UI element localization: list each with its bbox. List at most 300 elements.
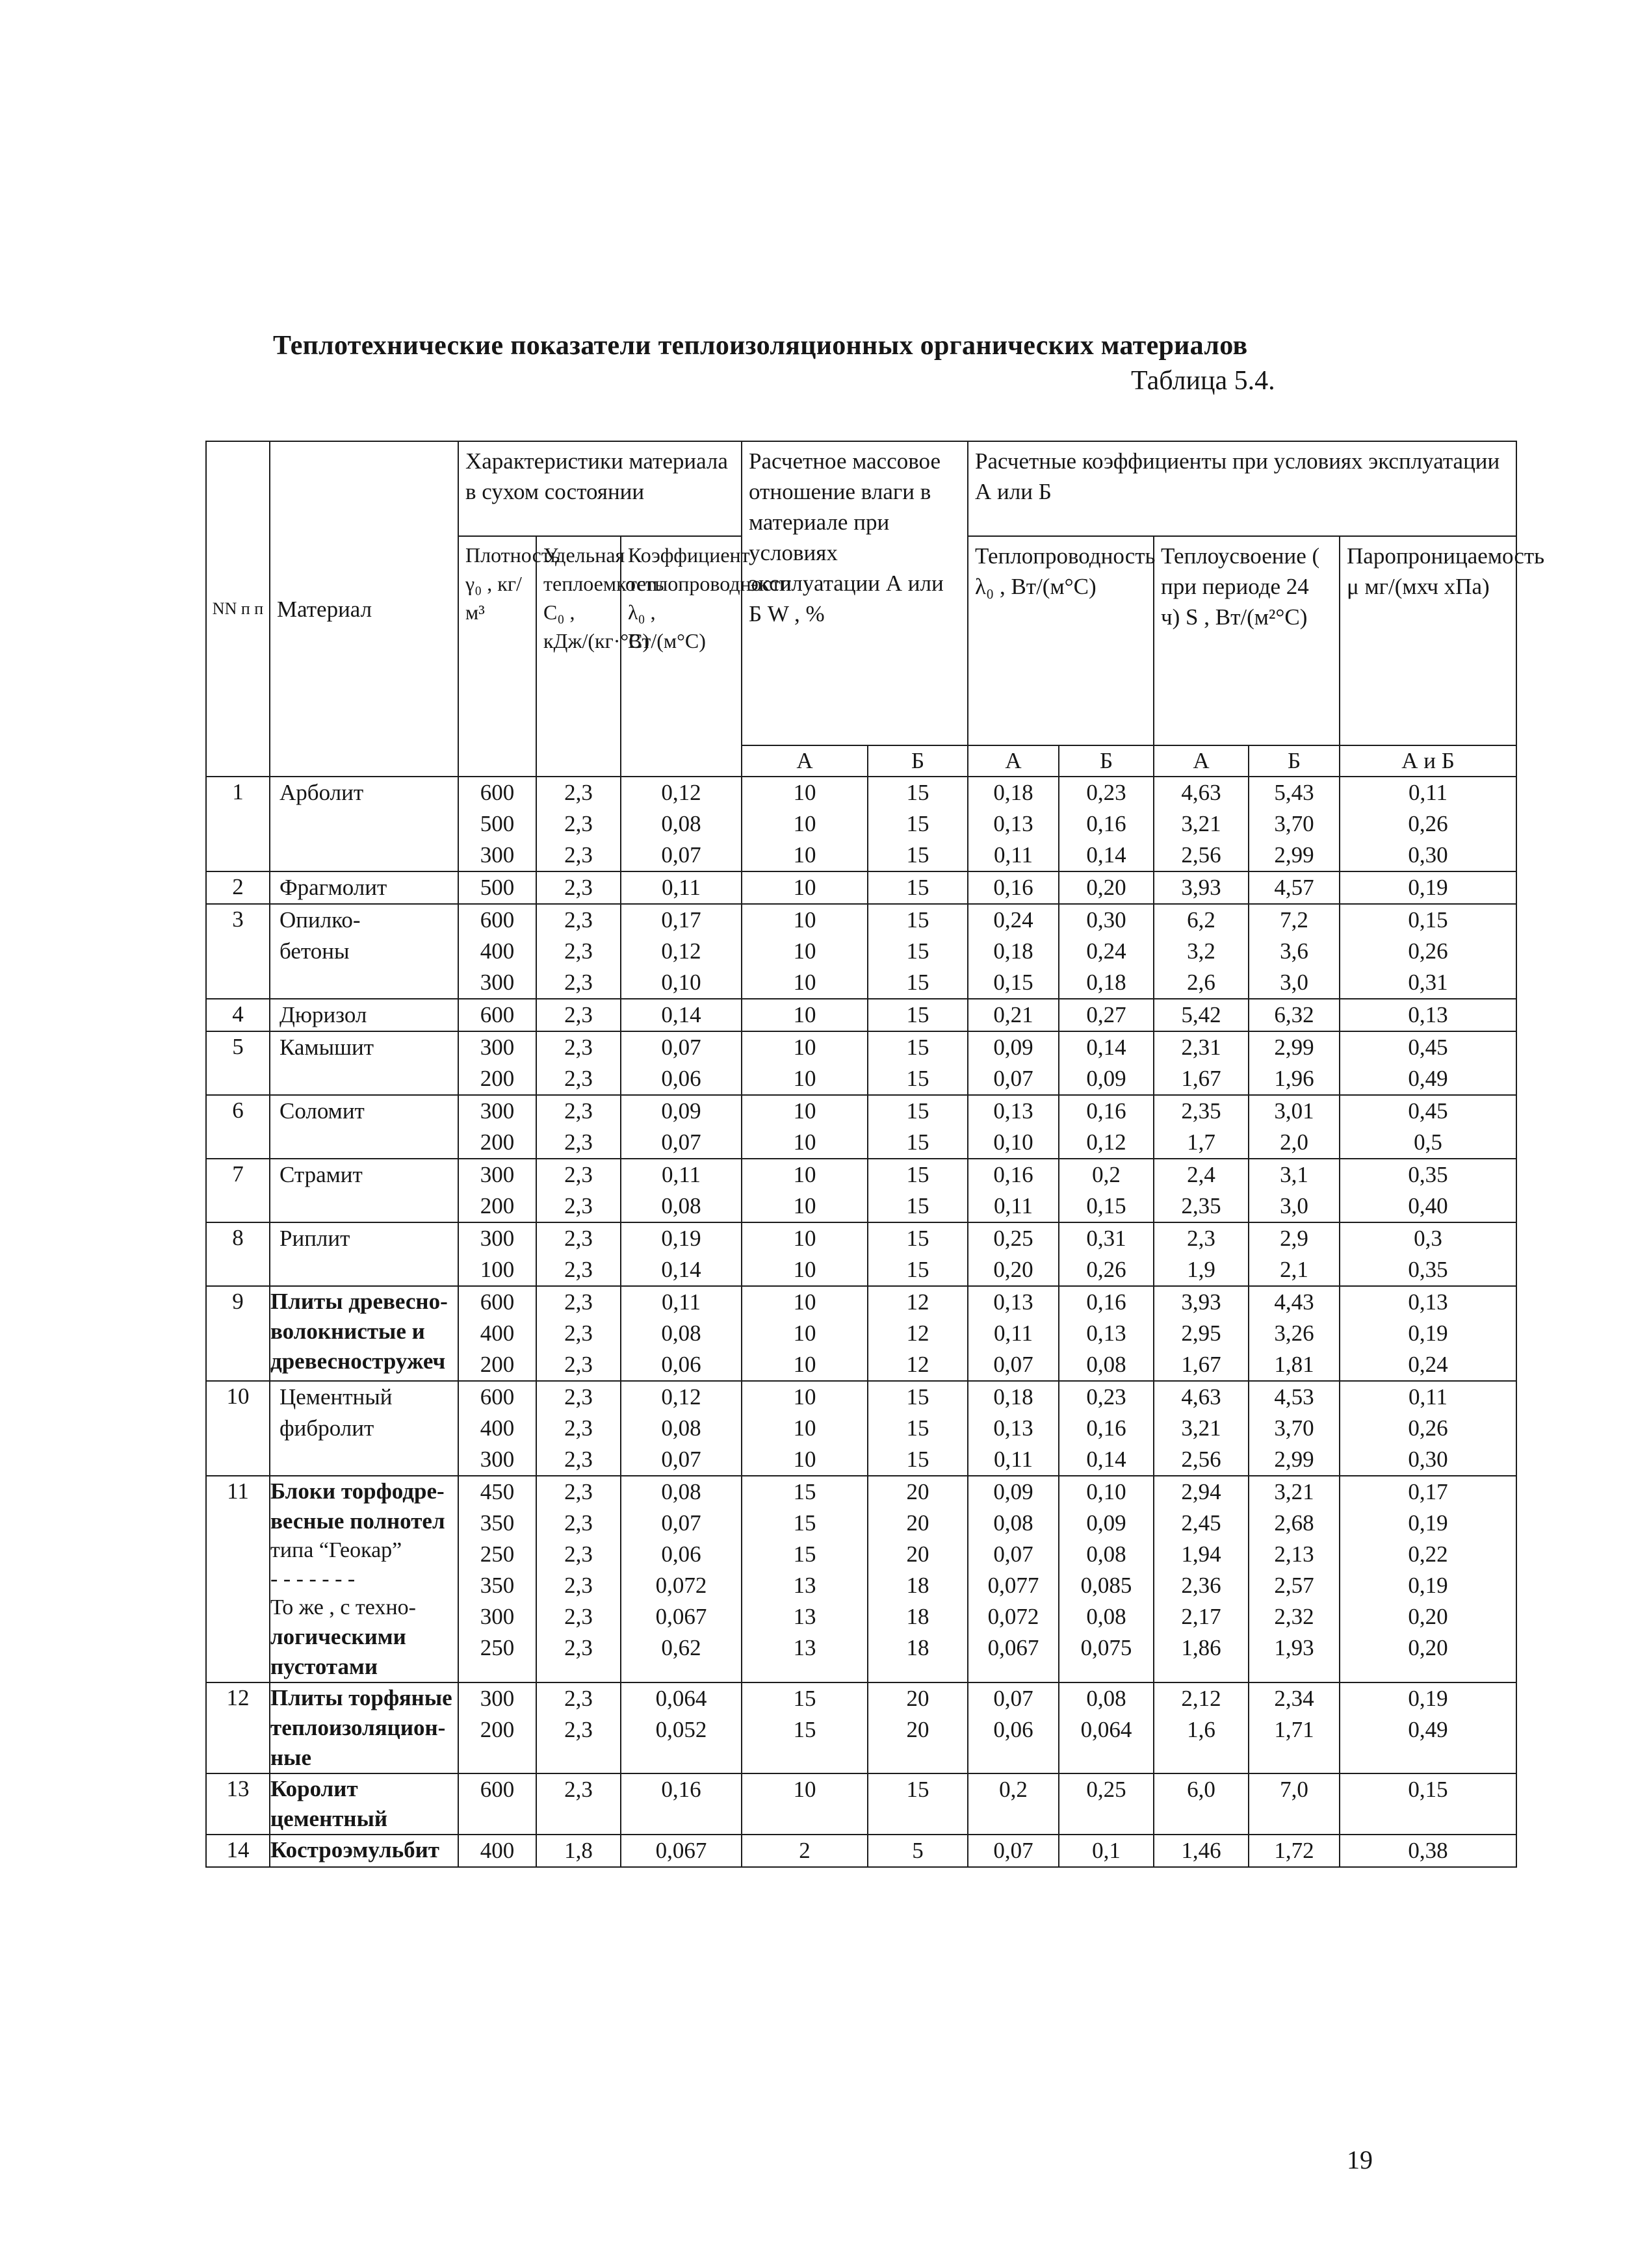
value-line: 2,3 [564,1510,593,1536]
value-line: 13 [793,1604,816,1629]
value-line: 7,2 [1280,907,1308,933]
header-vapor-permeability: Паропроницаемость μ мг/(мхч хПа) [1340,536,1516,745]
value-line: 300 [480,1035,515,1060]
value-line: 0,11 [662,875,701,900]
header-no: NN п п [206,441,270,777]
lambda-a-cell [968,1835,1059,1867]
value-line: 2,99 [1274,1035,1314,1060]
s-a-cell [1154,1095,1249,1159]
value-line: 2,3 [564,1479,593,1504]
value-line: 3,01 [1274,1098,1314,1124]
value-line: 0,27 [1086,1002,1126,1027]
lambda-a-cell [968,1682,1059,1773]
value-line: 2,3 [564,875,593,900]
value-line: 20 [906,1717,929,1742]
value-line: 0,12 [661,780,701,805]
value-line: 0,13 [993,1098,1033,1124]
value-line: 10 [793,1415,816,1441]
value-line: 0,31 [1408,970,1448,995]
value-line: 10 [793,842,816,868]
value-line: 0,21 [993,1002,1033,1027]
value-line: 0,13 [993,1289,1033,1315]
page-number: 19 [1347,2145,1373,2174]
value-line: 400 [480,1415,515,1441]
heat-capacity-cell [536,1835,621,1867]
value-line: 0,18 [993,1384,1033,1410]
value-line: 15 [906,811,929,836]
value-line: 250 [480,1541,515,1567]
value-line: 13 [793,1635,816,1660]
header-w-b: Б [868,745,968,777]
value-line: 5 [912,1838,924,1863]
value-line: 3,21 [1274,1479,1314,1504]
conductivity-cell [621,1031,742,1095]
value-line: 2,12 [1181,1686,1221,1711]
density-cell [458,1476,536,1682]
value-line: 2,3 [564,1193,593,1218]
material-name-line: То же , с техно- [270,1595,416,1619]
mu-cell [1340,871,1516,904]
row-number-cell: 14 [206,1835,270,1867]
value-line: 4,57 [1274,875,1314,900]
material-cell [270,1095,458,1159]
value-line: 10 [793,1257,816,1282]
value-line: 0,07 [993,1352,1033,1377]
value-line: 2,3 [564,1289,593,1315]
value-line: 0,14 [1086,842,1126,868]
heat-capacity-cell [536,871,621,904]
s-a-cell [1154,871,1249,904]
value-line: 0,24 [1086,938,1126,964]
value-line: 0,26 [1408,938,1448,964]
material-name-line: Соломит [279,1098,365,1124]
value-line: 2,68 [1274,1510,1314,1536]
lambda-a-cell [968,1222,1059,1286]
value-line: 2,3 [564,907,593,933]
value-line: 0,072 [987,1604,1039,1629]
value-line: 0,13 [1086,1321,1126,1346]
material-cell [270,1682,458,1773]
lambda-b-cell [1059,1773,1154,1835]
value-line: 0,077 [987,1573,1039,1598]
value-line: 0,14 [1086,1035,1126,1060]
material-name-line: логическими [270,1624,406,1649]
mu-cell [1340,904,1516,999]
value-line: 4,63 [1181,1384,1221,1410]
value-line: 0,17 [1408,1479,1448,1504]
value-line: 0,20 [993,1257,1033,1282]
s-a-cell [1154,1773,1249,1835]
value-line: 18 [906,1604,929,1629]
value-line: 2,94 [1181,1479,1221,1504]
moisture-a-cell [742,1222,868,1286]
material-name-line: Камышит [279,1035,374,1060]
moisture-a-cell [742,999,868,1031]
material-cell [270,904,458,999]
value-line: 0,13 [1408,1002,1448,1027]
value-line: 0,08 [661,811,701,836]
value-line: 15 [793,1686,816,1711]
value-line: 10 [793,1129,816,1155]
value-line: 0,06 [661,1541,701,1567]
value-line: 0,08 [661,1321,701,1346]
value-line: 2,3 [564,970,593,995]
material-name-line: теплоизоляцион- [270,1715,446,1740]
value-line: 2,3 [564,1777,593,1802]
value-line: 2,3 [564,1162,593,1187]
value-line: 0,45 [1408,1098,1448,1124]
lambda-a-cell [968,1476,1059,1682]
table-row [206,1835,1516,1867]
value-line: 0,16 [993,1162,1033,1187]
header-thermal-conductivity: Теплопроводность λ₀ , Вт/(м°C) [968,536,1154,745]
value-line: 0,07 [661,842,701,868]
value-line: 400 [480,1838,515,1863]
value-line: 10 [793,1162,816,1187]
value-line: 0,08 [1086,1604,1126,1629]
heat-capacity-cell [536,904,621,999]
value-line: 0,07 [661,1035,701,1060]
material-name-line: Опилко- [279,907,361,933]
lambda-b-cell [1059,1286,1154,1381]
value-line: 15 [906,1162,929,1187]
value-line: 0,19 [1408,1321,1448,1346]
value-line: 0,19 [661,1226,701,1251]
value-line: 20 [906,1479,929,1504]
value-line: 10 [793,1226,816,1251]
moisture-b-cell [868,1773,968,1835]
density-cell [458,777,536,871]
value-line: 0,26 [1408,811,1448,836]
value-line: 2,3 [564,1686,593,1711]
value-line: 15 [906,1415,929,1441]
moisture-a-cell [742,1835,868,1867]
value-line: 0,24 [993,907,1033,933]
value-line: 0,20 [1408,1635,1448,1660]
s-b-cell [1249,1031,1340,1095]
conductivity-cell [621,871,742,904]
value-line: 2,0 [1280,1129,1308,1155]
material-cell [270,1835,458,1867]
value-line: 0,2 [1092,1162,1121,1187]
value-line: 2,35 [1181,1193,1221,1218]
value-line: 3,6 [1280,938,1308,964]
lambda-b-cell [1059,1381,1154,1476]
mu-cell [1340,1682,1516,1773]
value-line: 0,22 [1408,1541,1448,1567]
material-name-line: волокнистые и [270,1319,425,1344]
value-line: 0,08 [661,1193,701,1218]
value-line: 0,06 [993,1717,1033,1742]
table-row [206,1222,1516,1286]
s-a-cell [1154,999,1249,1031]
value-line: 0,30 [1408,1447,1448,1472]
value-line: 0,23 [1086,780,1126,805]
value-line: 1,93 [1274,1635,1314,1660]
value-line: 15 [906,1384,929,1410]
conductivity-cell [621,1095,742,1159]
lambda-b-cell [1059,777,1154,871]
value-line: 2,31 [1181,1035,1221,1060]
value-line: 15 [906,938,929,964]
header-lambda-a: А [968,745,1059,777]
conductivity-cell [621,1286,742,1381]
value-line: 2,45 [1181,1510,1221,1536]
value-line: 0,08 [1086,1686,1126,1711]
value-line: 0,16 [1086,1415,1126,1441]
value-line: 0,16 [1086,1098,1126,1124]
moisture-a-cell [742,904,868,999]
value-line: 0,49 [1408,1717,1448,1742]
value-line: 10 [793,1002,816,1027]
value-line: 450 [480,1479,515,1504]
value-line: 0,12 [661,1384,701,1410]
value-line: 1,67 [1181,1066,1221,1091]
s-a-cell [1154,1381,1249,1476]
header-characteristics: Характеристики материала в сухом состоянии [458,441,742,536]
density-cell [458,1222,536,1286]
mu-cell [1340,777,1516,871]
value-line: 0,11 [662,1289,701,1315]
value-line: 0,38 [1408,1838,1448,1863]
value-line: 0,5 [1414,1129,1442,1155]
value-line: 0,49 [1408,1066,1448,1091]
row-number-cell: 11 [206,1476,270,1682]
value-line: 0,13 [1408,1289,1448,1315]
heat-capacity-cell [536,1031,621,1095]
lambda-a-cell [968,1159,1059,1222]
s-a-cell [1154,904,1249,999]
value-line: 0,19 [1408,1510,1448,1536]
value-line: 2,3 [1187,1226,1215,1251]
value-line: 0,12 [1086,1129,1126,1155]
s-b-cell [1249,999,1340,1031]
table-caption: Таблица 5.4. [1131,366,1275,396]
value-line: 1,6 [1187,1717,1215,1742]
value-line: 0,09 [993,1479,1033,1504]
value-line: 10 [793,1447,816,1472]
material-name-line: Блоки торфодре- [270,1478,445,1504]
value-line: 0,26 [1086,1257,1126,1282]
value-line: 3,1 [1280,1162,1308,1187]
s-b-cell [1249,904,1340,999]
value-line: 3,2 [1187,938,1215,964]
value-line: 15 [793,1541,816,1567]
row-number-cell: 10 [206,1381,270,1476]
value-line: 18 [906,1635,929,1660]
conductivity-cell [621,999,742,1031]
value-line: 0,07 [661,1510,701,1536]
lambda-b-cell [1059,871,1154,904]
value-line: 3,0 [1280,1193,1308,1218]
value-line: 0,09 [1086,1510,1126,1536]
mu-cell [1340,999,1516,1031]
s-b-cell [1249,777,1340,871]
lambda-b-cell [1059,1835,1154,1867]
value-line: 1,9 [1187,1257,1215,1282]
value-line: 2,99 [1274,1447,1314,1472]
value-line: 2,3 [564,1415,593,1441]
material-name-line: типа “Геокар” [270,1538,402,1562]
lambda-b-cell [1059,1476,1154,1682]
density-cell [458,1095,536,1159]
value-line: 2,3 [564,1129,593,1155]
value-line: 20 [906,1541,929,1567]
heat-capacity-cell [536,999,621,1031]
conductivity-cell [621,1835,742,1867]
value-line: 2,56 [1181,1447,1221,1472]
s-a-cell [1154,1682,1249,1773]
row-number-cell: 4 [206,999,270,1031]
value-line: 15 [906,907,929,933]
value-line: 2,95 [1181,1321,1221,1346]
material-name-line: Риплит [279,1226,350,1251]
value-line: 2,3 [564,1257,593,1282]
moisture-b-cell [868,1222,968,1286]
value-line: 0,07 [661,1129,701,1155]
conductivity-cell [621,777,742,871]
heat-capacity-cell [536,1286,621,1381]
value-line: 250 [480,1635,515,1660]
value-line: 2,57 [1274,1573,1314,1598]
value-line: 10 [793,1321,816,1346]
material-name-line: весные полнотел [270,1508,445,1534]
value-line: 3,21 [1181,811,1221,836]
value-line: 0,07 [993,1686,1033,1711]
value-line: 0,30 [1408,842,1448,868]
material-name-line: цементный [270,1806,388,1831]
row-number-cell: 3 [206,904,270,999]
lambda-b-cell [1059,999,1154,1031]
value-line: 500 [480,875,515,900]
material-name-line: древесностружеч [270,1348,446,1374]
mu-cell [1340,1476,1516,1682]
conductivity-cell [621,1476,742,1682]
value-line: 3,70 [1274,811,1314,836]
value-line: 0,067 [655,1838,707,1863]
value-line: 0,19 [1408,1573,1448,1598]
value-line: 0,07 [993,1066,1033,1091]
moisture-a-cell [742,1476,868,1682]
s-b-cell [1249,1286,1340,1381]
value-line: 18 [906,1573,929,1598]
value-line: 0,11 [994,1447,1033,1472]
material-name-line: Королит [270,1776,358,1801]
table-row [206,871,1516,904]
value-line: 0,35 [1408,1162,1448,1187]
s-a-cell [1154,777,1249,871]
header-row-1 [206,441,1516,536]
value-line: 300 [480,1686,515,1711]
s-b-cell [1249,1381,1340,1476]
value-line: 0,18 [1086,970,1126,995]
value-line: 0,24 [1408,1352,1448,1377]
header-mu-ab: А и Б [1340,745,1516,777]
value-line: 2,3 [564,1098,593,1124]
value-line: 1,67 [1181,1352,1221,1377]
value-line: 0,11 [994,842,1033,868]
value-line: 2,3 [564,1541,593,1567]
value-line: 0,11 [1409,1384,1448,1410]
moisture-b-cell [868,1835,968,1867]
value-line: 0,26 [1408,1415,1448,1441]
density-cell [458,1682,536,1773]
moisture-b-cell [868,871,968,904]
value-line: 350 [480,1510,515,1536]
value-line: 0,15 [1408,1777,1448,1802]
value-line: 20 [906,1510,929,1536]
value-line: 1,86 [1181,1635,1221,1660]
value-line: 0,08 [1086,1541,1126,1567]
header-density: Плотность γ₀ , кг/м³ [458,536,536,777]
value-line: 15 [906,1257,929,1282]
value-line: 2,3 [564,1066,593,1091]
material-name-line: Фрагмолит [279,875,387,900]
value-line: 0,17 [661,907,701,933]
value-line: 2,3 [564,842,593,868]
mu-cell [1340,1286,1516,1381]
value-line: 0,12 [661,938,701,964]
material-cell [270,1286,458,1381]
value-line: 300 [480,1162,515,1187]
value-line: 0,2 [999,1777,1028,1802]
value-line: 0,06 [661,1352,701,1377]
value-line: 10 [793,907,816,933]
value-line: 0,19 [1408,875,1448,900]
value-line: 15 [793,1510,816,1536]
table-row [206,1476,1516,1682]
value-line: 200 [480,1066,515,1091]
value-line: 1,8 [564,1838,593,1863]
moisture-a-cell [742,777,868,871]
value-line: 2,3 [564,938,593,964]
value-line: 0,08 [661,1415,701,1441]
mu-cell [1340,1773,1516,1835]
table-row [206,1773,1516,1835]
value-line: 300 [480,1098,515,1124]
material-name-line: Костроэмульбит [270,1837,439,1862]
s-b-cell [1249,1682,1340,1773]
value-line: 3,70 [1274,1415,1314,1441]
mu-cell [1340,1095,1516,1159]
table-row [206,999,1516,1031]
conductivity-cell [621,1773,742,1835]
value-line: 0,11 [1409,780,1448,805]
s-a-cell [1154,1286,1249,1381]
value-line: 10 [793,811,816,836]
value-line: 1,46 [1181,1838,1221,1863]
s-a-cell [1154,1222,1249,1286]
lambda-b-cell [1059,1222,1154,1286]
value-line: 2,3 [564,1226,593,1251]
s-a-cell [1154,1476,1249,1682]
value-line: 0,10 [661,970,701,995]
value-line: 3,0 [1280,970,1308,995]
value-line: 2,4 [1187,1162,1215,1187]
moisture-a-cell [742,1031,868,1095]
value-line: 0,067 [987,1635,1039,1660]
value-line: 0,072 [655,1573,707,1598]
material-cell [270,1773,458,1835]
value-line: 2,3 [564,1447,593,1472]
moisture-a-cell [742,1095,868,1159]
material-cell [270,777,458,871]
value-line: 0,18 [993,938,1033,964]
value-line: 0,13 [993,1415,1033,1441]
moisture-b-cell [868,1095,968,1159]
header-conductivity: Коэффициент теплопроводности λ₀ , Вт/(м°C) [621,536,742,777]
lambda-a-cell [968,871,1059,904]
